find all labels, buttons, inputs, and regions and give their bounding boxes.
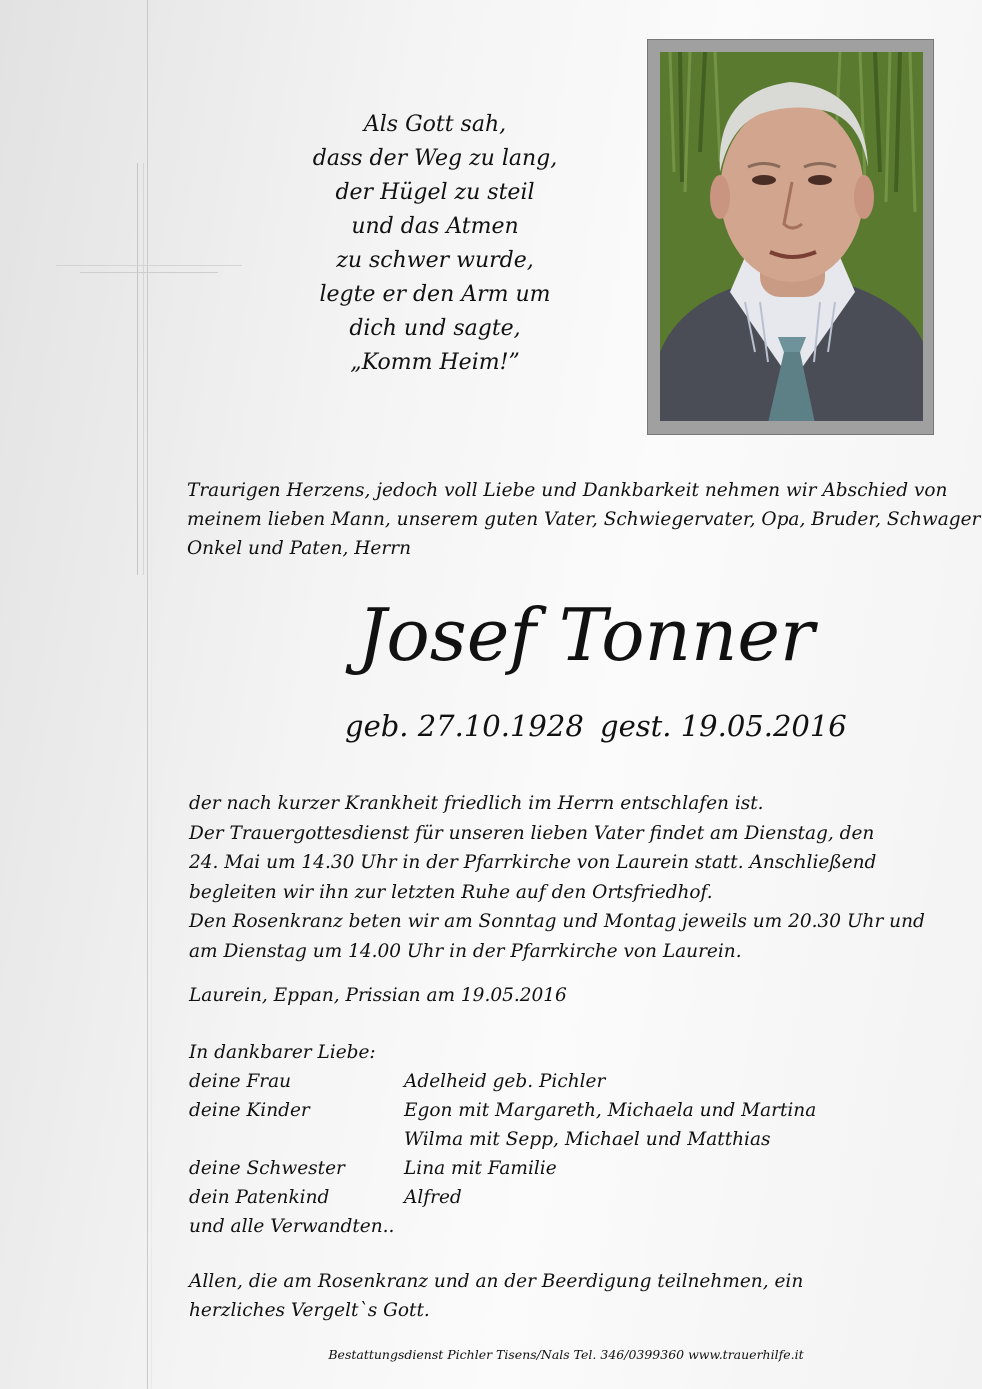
poem-line: Als Gott sah, [363,112,507,137]
intro-line: Onkel und Paten, Herrn [187,538,411,559]
family-row [189,1183,969,1212]
portrait-photo [660,52,923,421]
poem-line: „Komm Heim!” [350,350,520,375]
closing-line: Allen, die am Rosenkranz und an der Beerdigung teilnehmen, ein [189,1271,804,1292]
family-relation: deine Frau [189,1071,292,1092]
family-names: Egon mit Margareth, Michaela und Martina [404,1100,817,1121]
poem-line: dich und sagte, [349,316,521,341]
family-row [189,1125,969,1154]
closing-text [189,1267,979,1325]
closing-line: herzliches Vergelt`s Gott. [189,1300,430,1321]
deceased-name: Josef Tonner [357,593,815,677]
family-heading: In dankbarer Liebe: [189,1042,376,1063]
service-details [189,789,979,966]
poem [270,108,600,380]
body-line: am Dienstag um 14.00 Uhr in der Pfarrkirche von Laurein. [189,940,742,962]
footer-funeral-service: Bestattungsdienst Pichler Tisens/Nals Tel. 346/0399360 www.trauerhilfe.it [328,1347,804,1362]
family-row [189,1154,969,1183]
photo-frame [647,39,934,435]
border-line-shadow [151,0,152,1389]
poem-line: und das Atmen [351,214,519,239]
family-row [189,1067,969,1096]
family-relation [189,1125,404,1154]
family-relation: dein Patenkind [189,1187,330,1208]
family-relation: deine Kinder [189,1100,310,1121]
border-line [147,0,148,1389]
family-names: Lina mit Familie [404,1158,557,1179]
poem-line: zu schwer wurde, [336,248,534,273]
body-line: Der Trauergottesdienst für unseren lieben Vater findet am Dienstag, den [189,822,875,844]
poem-line: legte er den Arm um [319,282,551,307]
intro-line: Traurigen Herzens, jedoch voll Liebe und Dankbarkeit nehmen wir Abschied von [187,480,948,501]
body-line: 24. Mai um 14.30 Uhr in der Pfarrkirche von Laurein statt. Anschließend [189,852,877,873]
family-names: Wilma mit Sepp, Michael und Matthias [404,1129,771,1150]
intro-text [187,476,981,563]
death-date: gest. 19.05.2016 [600,709,847,743]
body-line: begleiten wir ihn zur letzten Ruhe auf den Ortsfriedhof. [189,881,713,903]
family-names: Alfred [404,1187,462,1208]
body-line: der nach kurzer Krankheit friedlich im Herrn entschlafen ist. [189,793,764,814]
family-list [189,1038,969,1241]
poem-line: dass der Weg zu lang, [312,146,558,171]
birth-date: geb. 27.10.1928 [345,709,584,743]
family-names: Adelheid geb. Pichler [404,1071,606,1092]
intro-line: meinem lieben Mann, unserem guten Vater, Schwiegervater, Opa, Bruder, Schwager [187,509,981,530]
family-row [189,1096,969,1125]
body-line: Den Rosenkranz beten wir am Sonntag und Montag jeweils um 20.30 Uhr und [189,911,925,932]
family-closing: und alle Verwandten.. [189,1216,395,1237]
family-relation: deine Schwester [189,1158,345,1179]
place-date: Laurein, Eppan, Prissian am 19.05.2016 [189,985,567,1006]
poem-line: der Hügel zu steil [335,180,535,205]
